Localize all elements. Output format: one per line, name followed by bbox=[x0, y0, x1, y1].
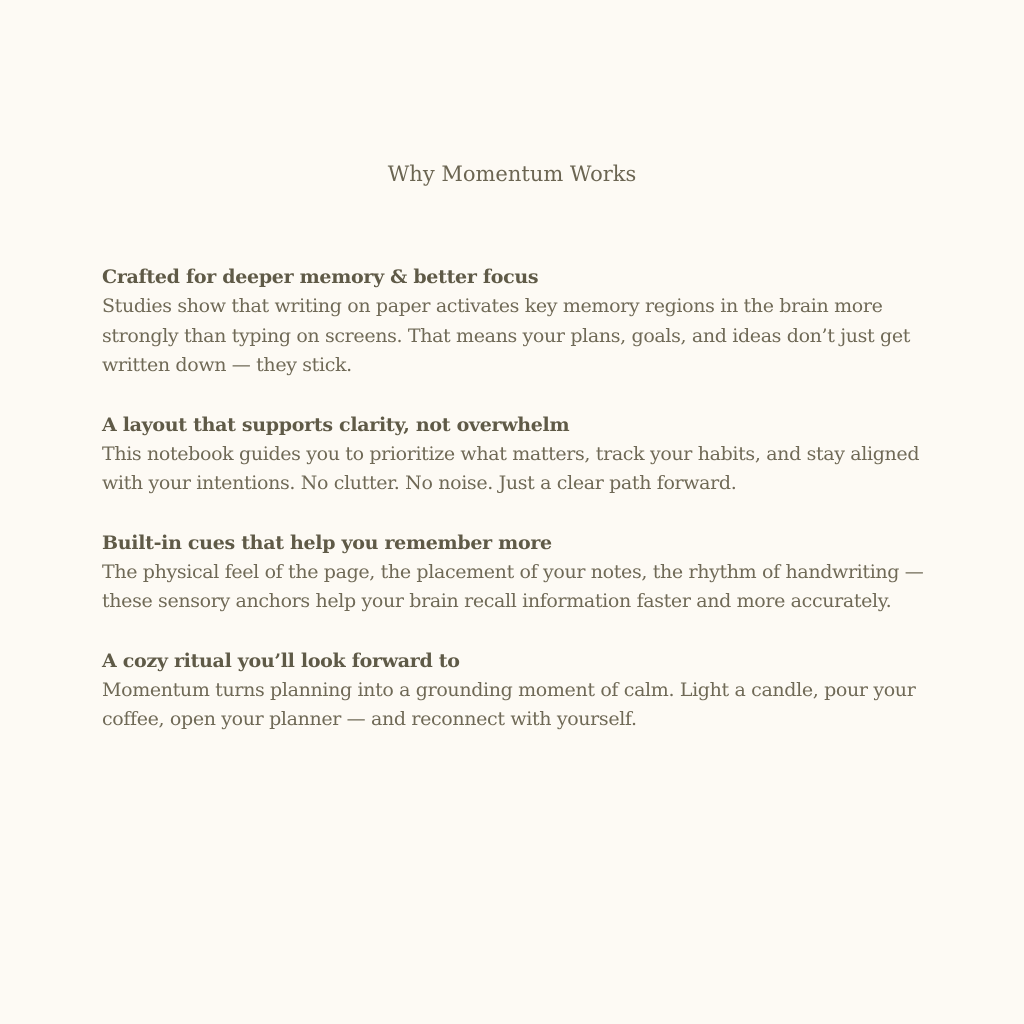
benefits-list bbox=[102, 262, 932, 764]
section-heading: A layout that supports clarity, not overwhelm bbox=[102, 413, 570, 436]
page-title: Why Momentum Works bbox=[387, 162, 637, 186]
section-body: Studies show that writing on paper activates key memory regions in the brain more strongly than typing on screens. That means your plans, goals, and ideas don’t just get written down — they stick. bbox=[102, 295, 911, 376]
section-heading: Built-in cues that help you remember more bbox=[102, 531, 552, 554]
section-heading: A cozy ritual you’ll look forward to bbox=[102, 649, 460, 672]
section-heading: Crafted for deeper memory & better focus bbox=[102, 266, 539, 288]
section-body: This notebook guides you to prioritize what matters, track your habits, and stay aligned with your intentions. No clutter. No noise. Just a clear path forward. bbox=[102, 442, 920, 494]
benefit-section-ritual bbox=[102, 646, 932, 735]
section-body: The physical feel of the page, the placement of your notes, the rhythm of handwriting — these sensory anchors help your brain recall information faster and more accurately. bbox=[102, 560, 924, 612]
benefit-section-cues bbox=[102, 528, 932, 617]
benefit-section-layout bbox=[102, 410, 932, 499]
benefit-section-memory bbox=[102, 262, 932, 381]
section-body: Momentum turns planning into a grounding moment of calm. Light a candle, pour your coffee, open your planner — and reconnect with yourself. bbox=[102, 678, 916, 730]
